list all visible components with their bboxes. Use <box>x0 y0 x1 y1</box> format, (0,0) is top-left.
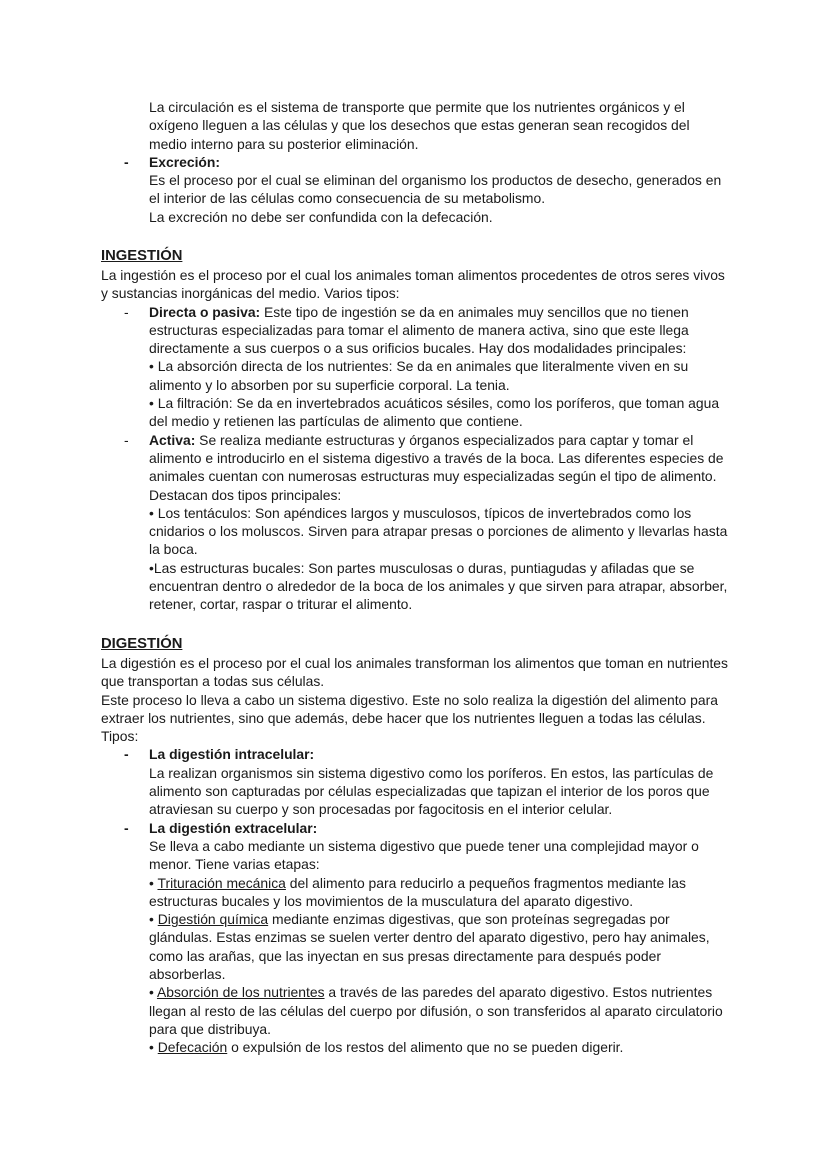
stage-defecacion-bullet: • <box>149 1039 158 1056</box>
directa-text: Este tipo de ingestión se da en animales muy sencillos que no tienen estructuras especializadas para tomar el alimento de manera activa, sino que este llega directamente a sus cuerpos o a sus orificios bucales. Hay dos modalidades principales: <box>149 303 689 357</box>
activa-item <box>0 431 828 614</box>
digestion-section <box>0 635 828 1057</box>
extracelular-title: La digestión extracelular: <box>149 819 318 836</box>
excrecion-bullet: - <box>124 153 129 170</box>
stage-trituracion <box>149 874 730 911</box>
intracelular-bullet: - <box>124 746 129 763</box>
activa-paragraph <box>149 431 730 504</box>
stage-absorcion <box>149 983 730 1038</box>
extracelular-text: Se lleva a cabo mediante un sistema digestivo que puede tener una complejidad mayor o menor. Tiene varias etapas: <box>149 837 699 873</box>
activa-title: Activa: <box>149 431 196 448</box>
digestion-intro-2: Este proceso lo lleva a cabo un sistema digestivo. Este no solo realiza la digestión del alimento para extraer los nutrientes, sino que además, debe hacer que los nutrientes lleguen a todas las células. <box>101 691 718 726</box>
intracelular-text: La realizan organismos sin sistema digestivo como los poríferos. En estos, las partículas de alimento son capturadas por células especializadas que tapizan el interior de los poros que atraviesan su cuerpo y son procesadas por fagocitosis en el interior celular. <box>149 764 714 818</box>
directa-item <box>0 303 828 431</box>
directa-sub-2: • La filtración: Se da en invertebrados acuáticos sésiles, como los poríferos, que toman agua del medio y retienen las partículas de alimento que contiene. <box>149 395 720 430</box>
circulation-paragraph: La circulación es el sistema de transporte que permite que los nutrientes orgánicos y el oxígeno lleguen a las células y que los desechos que estas generan sean recogidos del medio interno para su posterior eliminación. <box>149 99 690 152</box>
directa-sub-1: • La absorción directa de los nutrientes: Se da en animales que literalmente viven en su alimento y lo absorben por su superficie corporal. La tenia. <box>149 358 689 393</box>
stage-absorcion-bullet: • <box>149 984 157 1001</box>
stage-quimica-term: Digestión química <box>157 911 269 928</box>
directa-paragraph <box>149 303 730 358</box>
excrecion-item <box>0 153 828 226</box>
digestion-tipos: Tipos: <box>101 728 139 745</box>
stage-absorcion-term: Absorción de los nutrientes <box>156 984 325 1001</box>
digestion-heading: DIGESTIÓN <box>101 636 183 652</box>
excrecion-text-1: Es el proceso por el cual se eliminan del organismo los productos de desecho, generados en el interior de las células como consecuencia de su metabolismo. <box>149 172 722 207</box>
activa-sub-2: •Las estructuras bucales: Son partes musculosas o duras, puntiagudas y afiladas que se encuentran dentro o alrededor de la boca de los animales y que sirven para atrapar, absorber, retener, cortar, raspar o triturar el alimento. <box>149 559 728 613</box>
extracelular-bullet: - <box>124 819 129 836</box>
ingestion-heading: INGESTIÓN <box>101 248 183 264</box>
stage-quimica-bullet: • <box>149 911 158 928</box>
directa-bullet: - <box>124 303 129 320</box>
stage-trituracion-text: del alimento para reducirlo a pequeños fragmentos mediante las estructuras bucales y los movimientos de la musculatura del aparato digestivo. <box>149 874 686 909</box>
activa-bullet: - <box>124 431 129 448</box>
activa-sub-1: • Los tentáculos: Son apéndices largos y musculosos, típicos de invertebrados como los cnidarios o los moluscos. Sirven para atrapar presas o porciones de alimento y llevarlas hasta la boca. <box>149 504 728 558</box>
excrecion-title: Excreción: <box>149 153 221 170</box>
activa-text: Se realiza mediante estructuras y órganos especializados para captar y tomar el alimento e introducirlo en el sistema digestivo a través de la boca. Las diferentes especies de animales cuentan con numerosas estructuras muy especializadas según el tipo de alimento. Destacan dos tipos principales: <box>149 431 724 503</box>
extracelular-item <box>0 819 828 1057</box>
ingestion-section <box>0 247 828 614</box>
stage-absorcion-text: a través de las paredes del aparato digestivo. Estos nutrientes llegan al resto de las células del cuerpo por difusión, o son transferidos al aparato circulatorio para que distribuya. <box>149 984 723 1037</box>
directa-title: Directa o pasiva: <box>149 303 261 320</box>
ingestion-intro: La ingestión es el proceso por el cual los animales toman alimentos procedentes de otros seres vivos y sustancias inorgánicas del medio. Varios tipos: <box>101 267 725 302</box>
intracelular-title: La digestión intracelular: <box>149 746 315 763</box>
circulation-section <box>0 98 828 226</box>
stage-defecacion-term: Defecación <box>157 1039 228 1056</box>
stage-quimica <box>149 910 730 983</box>
stage-trituracion-term: Trituración mecánica <box>157 874 286 891</box>
stage-defecacion-text: o expulsión de los restos del alimento que no se pueden digerir. <box>227 1039 624 1056</box>
intracelular-item <box>0 745 828 818</box>
digestion-intro-1: La digestión es el proceso por el cual los animales transforman los alimentos que toman en nutrientes que transportan a todas sus células. <box>101 655 728 690</box>
stage-defecacion <box>149 1038 730 1056</box>
stage-trituracion-bullet: • <box>149 874 158 891</box>
stage-quimica-text: mediante enzimas digestivas, que son proteínas segregadas por glándulas. Estas enzimas se suelen verter dentro del aparato digestivo, pero hay animales, como las arañas, que las inyectan en sus presas directamente para después poder absorberlas. <box>149 911 710 983</box>
excrecion-text-2: La excreción no debe ser confundida con la defecación. <box>149 208 493 225</box>
